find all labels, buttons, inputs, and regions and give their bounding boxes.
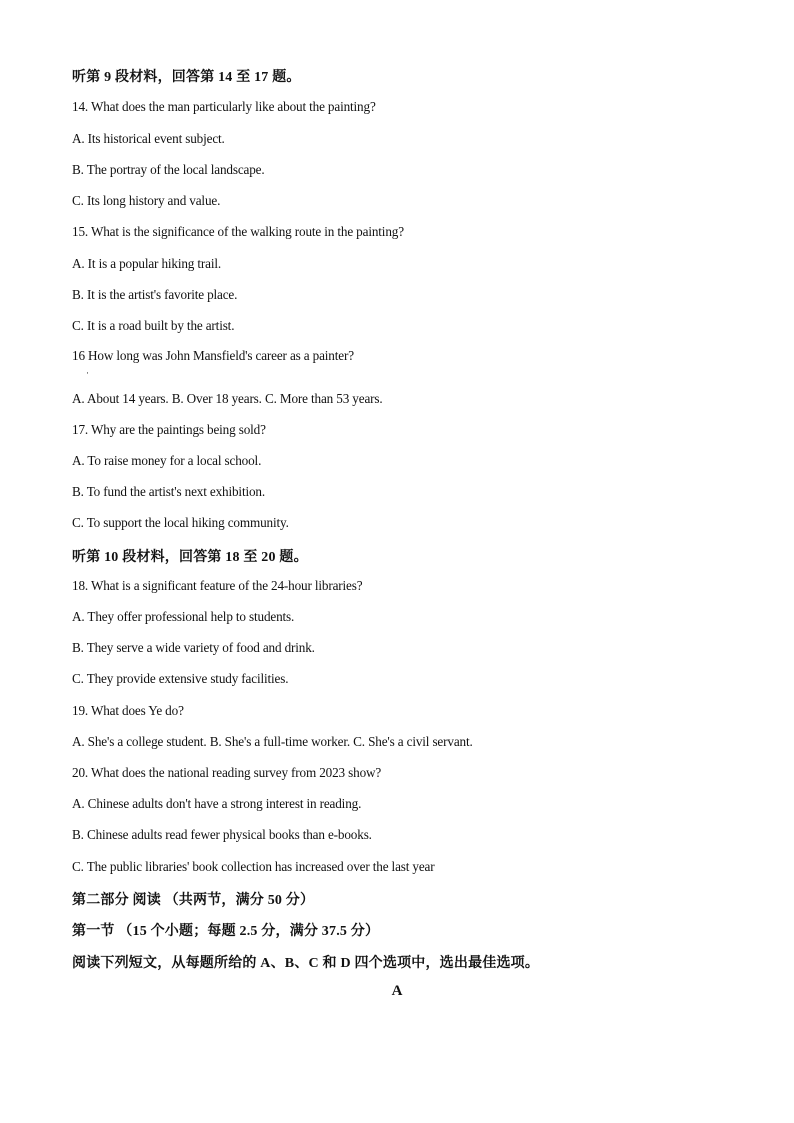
question-14-option-c: C. Its long history and value.	[72, 193, 221, 208]
question-15: 15. What is the significance of the walking route in the painting?	[72, 224, 404, 239]
question-18-option-b: B. They serve a wide variety of food and drink.	[72, 640, 315, 655]
stray-dot-mark: ·	[86, 368, 89, 378]
question-20-option-b: B. Chinese adults read fewer physical books than e-books.	[72, 827, 372, 842]
section-10-heading: 听第 10 段材料，回答第 18 至 20 题。	[72, 550, 308, 565]
question-17: 17. Why are the paintings being sold?	[72, 422, 266, 437]
section-9-heading: 听第 9 段材料，回答第 14 至 17 题。	[72, 70, 301, 85]
question-15-option-a: A. It is a popular hiking trail.	[72, 256, 222, 271]
question-20: 20. What does the national reading survey from 2023 show?	[72, 765, 382, 780]
question-14: 14. What does the man particularly like about the painting?	[72, 99, 376, 114]
question-16: 16 How long was John Mansfield's career as a painter?	[72, 348, 354, 363]
question-18-option-a: A. They offer professional help to students.	[72, 609, 295, 624]
question-15-option-b: B. It is the artist's favorite place.	[72, 287, 238, 302]
part-2-section-1: 第一节 （15 个小题；每题 2.5 分，满分 37.5 分）	[72, 924, 380, 939]
question-19: 19. What does Ye do?	[72, 703, 184, 718]
passage-letter: A	[391, 983, 403, 999]
part-2-title: 第二部分 阅读 （共两节，满分 50 分）	[72, 893, 315, 908]
question-14-option-a: A. Its historical event subject.	[72, 131, 225, 146]
question-17-option-b: B. To fund the artist's next exhibition.	[72, 484, 266, 499]
question-17-option-a: A. To raise money for a local school.	[72, 453, 262, 468]
question-15-option-c: C. It is a road built by the artist.	[72, 318, 235, 333]
reading-instruction: 阅读下列短文，从每题所给的 A、B、C 和 D 四个选项中，选出最佳选项。	[72, 956, 540, 971]
question-16-options: A. About 14 years. B. Over 18 years. C. More than 53 years.	[72, 391, 383, 406]
question-18-option-c: C. They provide extensive study facilities.	[72, 671, 289, 686]
question-17-option-c: C. To support the local hiking community.	[72, 515, 289, 530]
question-18: 18. What is a significant feature of the 24-hour libraries?	[72, 578, 363, 593]
question-20-option-a: A. Chinese adults don't have a strong interest in reading.	[72, 796, 362, 811]
question-20-option-c: C. The public libraries' book collection has increased over the last year	[72, 859, 435, 874]
question-14-option-b: B. The portray of the local landscape.	[72, 162, 265, 177]
question-19-options: A. She's a college student. B. She's a full-time worker. C. She's a civil servant.	[72, 734, 473, 749]
